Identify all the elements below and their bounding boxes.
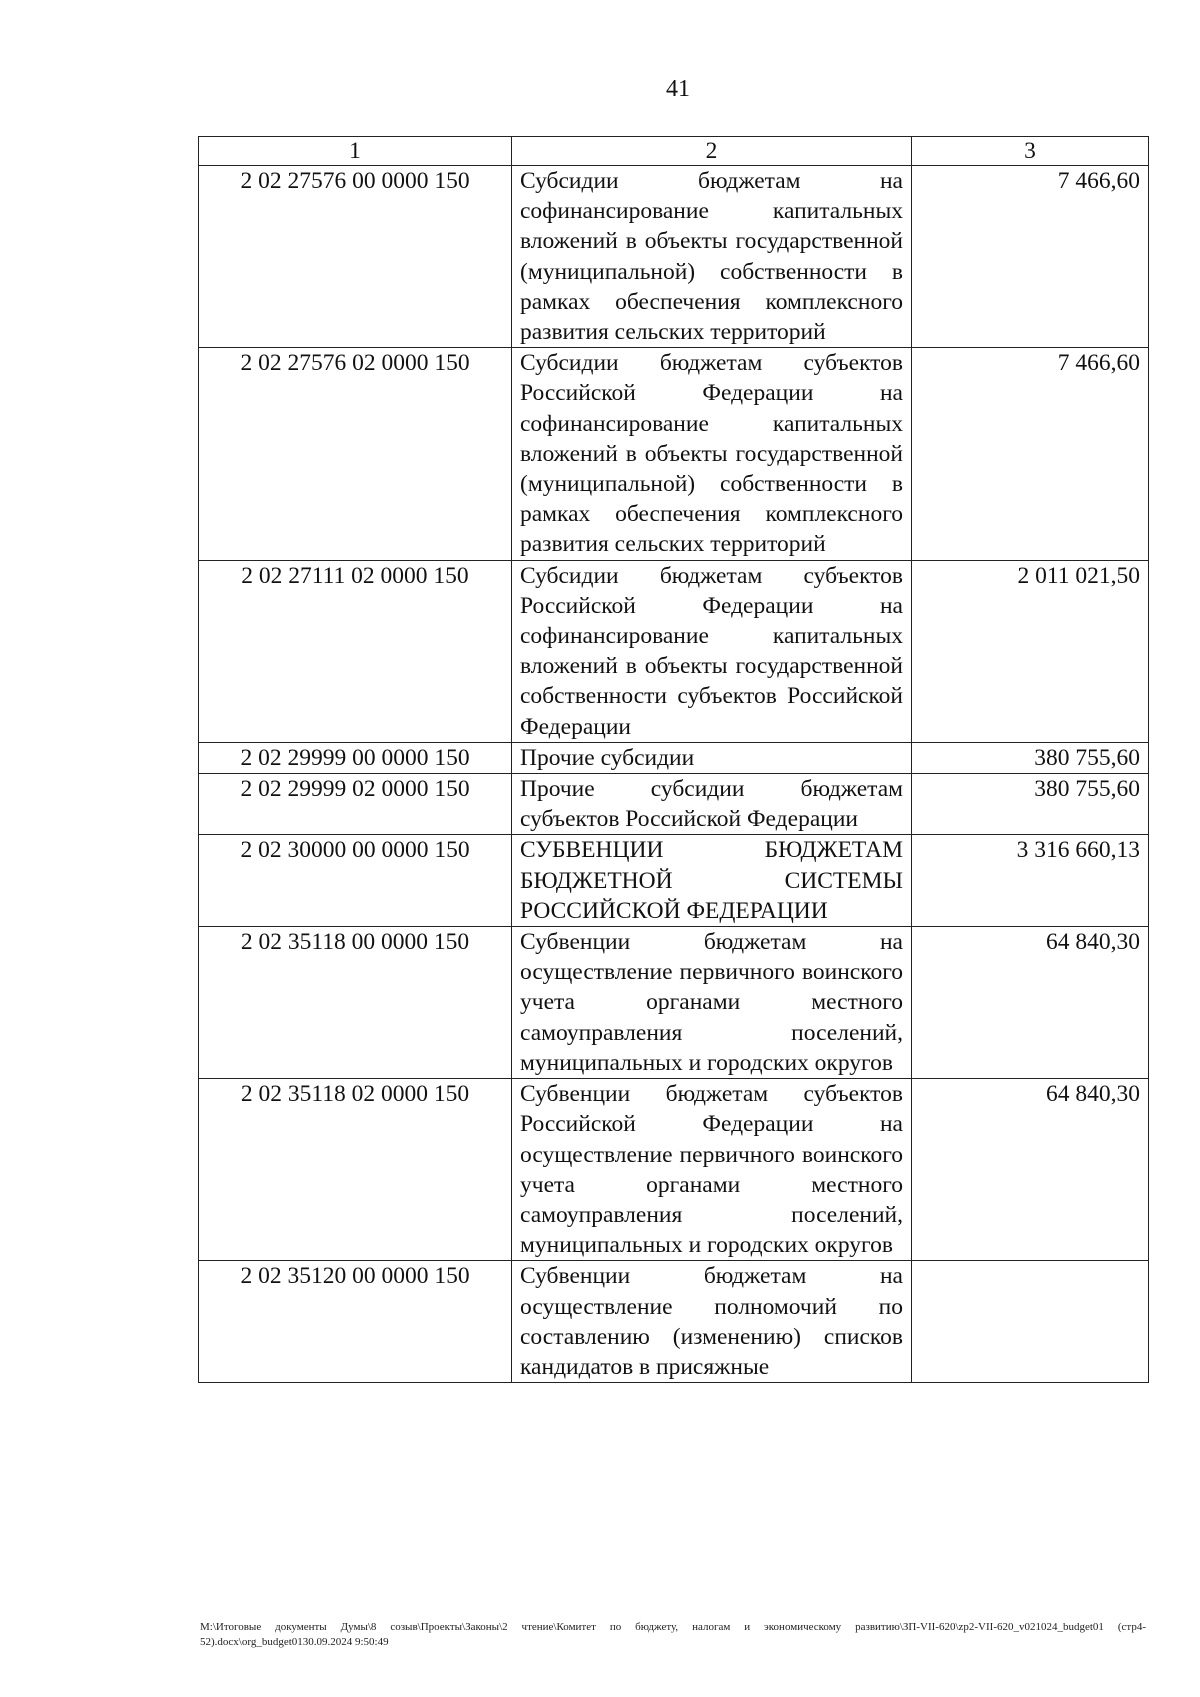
table-row: [199, 742, 1149, 773]
file-path-footer: M:\Итоговые документы Думы\8 созыв\Проекты\Законы\2 чтение\Комитет по бюджету, налогам и экономическому развитию\ЗП-VII-620\zp2-VII-620_v021024_budget01 (стр4-52).docx\org_budget0130.09.2024 9:50:49: [200, 1621, 1146, 1648]
income-description: Субсидии бюджетам на софинансирование капитальных вложений в объекты государственной (муниципальной) собственности в рамках обеспечения комплексного развития сельских территорий: [512, 166, 912, 348]
amount: 380 755,60: [912, 774, 1149, 835]
budget-table: [198, 136, 1149, 1383]
table-row: [199, 348, 1149, 560]
amount: [912, 1261, 1149, 1383]
table-row: [199, 835, 1149, 927]
table-row: [199, 927, 1149, 1079]
income-description: Субвенции бюджетам субъектов Российской Федерации на осуществление первичного воинского учета органами местного самоуправления поселений, муниципальных и городских округов: [512, 1079, 912, 1261]
page-number: 41: [666, 76, 690, 102]
table-row: [199, 1261, 1149, 1383]
amount: 64 840,30: [912, 1079, 1149, 1261]
table-row: [199, 1079, 1149, 1261]
budget-code: 2 02 27111 02 0000 150: [199, 560, 512, 742]
income-description: Субсидии бюджетам субъектов Российской Федерации на софинансирование капитальных вложений в объекты государственной (муниципальной) собственности в рамках обеспечения комплексного развития сельских территорий: [512, 348, 912, 560]
budget-code: 2 02 27576 02 0000 150: [199, 348, 512, 560]
amount: 3 316 660,13: [912, 835, 1149, 927]
column-header-2: 2: [512, 137, 912, 166]
table-row: [199, 560, 1149, 742]
amount: 64 840,30: [912, 927, 1149, 1079]
income-description: СУБВЕНЦИИ БЮДЖЕТАМ БЮДЖЕТНОЙ СИСТЕМЫ РОССИЙСКОЙ ФЕДЕРАЦИИ: [512, 835, 912, 927]
amount: 2 011 021,50: [912, 560, 1149, 742]
income-description: Субвенции бюджетам на осуществление первичного воинского учета органами местного самоуправления поселений, муниципальных и городских округов: [512, 927, 912, 1079]
column-header-3: 3: [912, 137, 1149, 166]
budget-code: 2 02 29999 00 0000 150: [199, 742, 512, 773]
column-header-1: 1: [199, 137, 512, 166]
budget-code: 2 02 30000 00 0000 150: [199, 835, 512, 927]
amount: 7 466,60: [912, 348, 1149, 560]
income-description: Субсидии бюджетам субъектов Российской Федерации на софинансирование капитальных вложений в объекты государственной собственности субъектов Российской Федерации: [512, 560, 912, 742]
amount: 380 755,60: [912, 742, 1149, 773]
income-description: Прочие субсидии: [512, 742, 912, 773]
budget-code: 2 02 35118 02 0000 150: [199, 1079, 512, 1261]
income-description: Прочие субсидии бюджетам субъектов Российской Федерации: [512, 774, 912, 835]
column-number-row: [199, 137, 1149, 166]
budget-code: 2 02 35120 00 0000 150: [199, 1261, 512, 1383]
income-description: Субвенции бюджетам на осуществление полномочий по составлению (изменению) списков кандидатов в присяжные: [512, 1261, 912, 1383]
budget-code: 2 02 29999 02 0000 150: [199, 774, 512, 835]
budget-code: 2 02 27576 00 0000 150: [199, 166, 512, 348]
table-row: [199, 774, 1149, 835]
table-row: [199, 166, 1149, 348]
amount: 7 466,60: [912, 166, 1149, 348]
budget-code: 2 02 35118 00 0000 150: [199, 927, 512, 1079]
